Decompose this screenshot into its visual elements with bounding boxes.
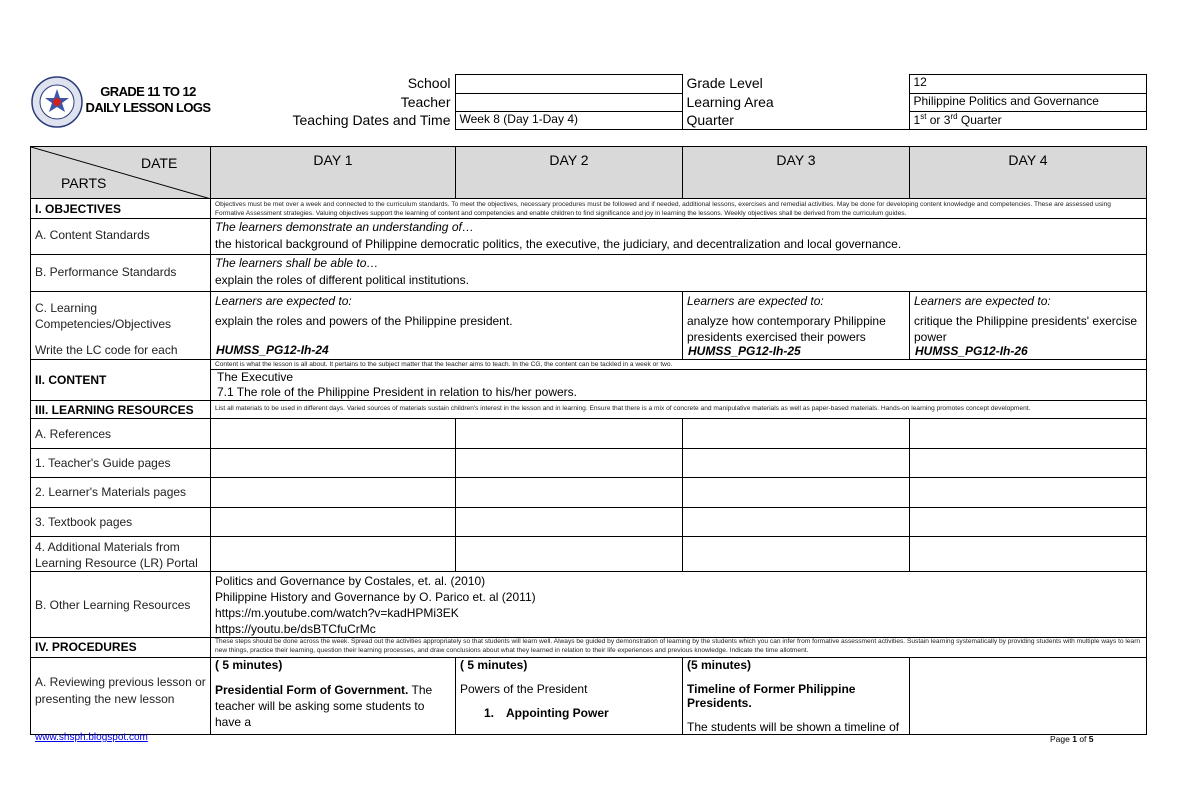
objectives-note: Objectives must be met over a week and connected to the curriculum standards. To meet the objectives, necessary procedures must be followed and if needed, additional lessons, exercises and remedial activities. May be done for developing content knowledge and competencies. These are assessed using Formative Assessment strategies. Valuing objectives support the learning of content and competencies and enable children to find significance and joy in learning the lessons. Weekly objectives shall be derived from the curriculum guides. [211, 199, 1147, 219]
lc-intro-day-1-2: Learners are expected to: [215, 294, 352, 308]
teaching-dates-label: Teaching Dates and Time [292, 111, 451, 128]
lc-intro-day-3: Learners are expected to: [687, 294, 824, 308]
content-line-2: 7.1 The role of the Philippine President in relation to his/her powers. [217, 385, 577, 399]
textbook-day-1[interactable] [211, 508, 456, 537]
competencies-day-3[interactable] [683, 292, 910, 360]
objectives-title: I. OBJECTIVES [31, 199, 211, 219]
learning-area-value[interactable]: Philippine Politics and Governance [909, 94, 1146, 112]
day-2-item: Appointing Power [506, 706, 609, 720]
performance-standards-intro: The learners shall be able to… [215, 256, 379, 270]
page-prefix: Page [1050, 734, 1073, 744]
lc-text-day-1-2: explain the roles and powers of the Philippine president. [215, 314, 513, 328]
quarter-sup-1: st [920, 112, 927, 121]
day-3-header: DAY 3 [683, 147, 910, 199]
content-standards-text: the historical background of Philippine democratic politics, the executive, the judiciary, and decentralization and local governance. [215, 237, 902, 251]
date-parts-header [31, 147, 211, 199]
quarter-mid: or 3 [926, 113, 951, 127]
learners-materials-day-1[interactable] [211, 478, 456, 508]
other-resource-1: Politics and Governance by Costales, et. al. (2010) [215, 574, 486, 588]
quarter-end: Quarter [957, 113, 1002, 127]
procedures-note: These steps should be done across the week. Spread out the activities appropriately so that students will learn well. Always be guided by demonstration of learning by the students which you can infer from formative assessment activities. Sustain learning systematically by providing students with multiple ways to learn new things, practice their learning, question their learning processes, and draw conclusions about what they learned in relation to their life experiences and previous knowledge. Indicate the time allotment. [211, 638, 1147, 658]
competencies-label [31, 292, 211, 360]
teacher-label: Teacher [400, 93, 451, 110]
textbook-day-3[interactable] [683, 508, 910, 537]
content-standards-label: A. Content Standards [31, 219, 211, 255]
learning-resources-title: III. LEARNING RESOURCES [31, 401, 211, 419]
day-3-activity-text: The students will be shown a timeline of [687, 720, 900, 734]
reviewing-label-1: A. Reviewing previous lesson or [35, 675, 206, 689]
other-resources-label: B. Other Learning Resources [31, 572, 211, 638]
day-1-activity-text-a: The [408, 683, 433, 697]
grade-level-label: Grade Level [682, 75, 909, 94]
competencies-day-4[interactable] [910, 292, 1147, 360]
title-line-2: DAILY LESSON LOGS [85, 100, 211, 115]
procedures-title: IV. PROCEDURES [31, 638, 211, 658]
competencies-label-2: Competencies/Objectives [35, 317, 172, 331]
additional-materials-label [31, 537, 211, 572]
deped-seal [31, 76, 83, 128]
page-of: of [1076, 734, 1089, 744]
performance-standards-text: explain the roles of different political institutions. [215, 273, 469, 287]
content-cell[interactable] [211, 360, 1147, 401]
header-info-table [210, 74, 1147, 130]
learners-materials-day-4[interactable] [910, 478, 1147, 508]
day-4-header: DAY 4 [910, 147, 1147, 199]
lesson-log-table [30, 146, 1147, 735]
competencies-day-1-2[interactable] [211, 292, 683, 360]
lc-code-day-1-2: HUMSS_PG12-Ih-24 [216, 343, 329, 357]
day-3-time: (5 minutes) [687, 658, 752, 672]
teachers-guide-day-2[interactable] [456, 449, 683, 478]
footer-link[interactable]: www.shsph.blogspot.com [35, 732, 148, 743]
lc-text-day-3: analyze how contemporary Philippine presidents exercised their powers [687, 314, 886, 344]
textbook-day-4[interactable] [910, 508, 1147, 537]
reviewing-day-2[interactable] [456, 658, 683, 735]
date-header: DATE [141, 155, 178, 171]
day-1-activity-text-b: teacher will be asking some students to have a [215, 699, 425, 729]
parts-header: PARTS [61, 175, 107, 191]
references-day-1[interactable] [211, 419, 456, 449]
diagonal-divider [31, 147, 211, 199]
other-resources-cell[interactable] [211, 572, 1147, 638]
quarter-value[interactable] [909, 112, 1146, 130]
other-resource-2: Philippine History and Governance by O. Parico et. al (2011) [215, 590, 536, 604]
content-note: Content is what the lesson is all about. It pertains to the subject matter that the teacher aims to teach. In the CG, the content can be tackled in a week or two. [211, 360, 1146, 370]
lc-code-day-3: HUMSS_PG12-Ih-25 [688, 344, 801, 358]
learners-materials-day-3[interactable] [683, 478, 910, 508]
day-2-item-number: 1. [484, 706, 495, 720]
references-day-3[interactable] [683, 419, 910, 449]
other-resource-link-2[interactable]: https://youtu.be/dsBTCfuCrMc [215, 622, 376, 636]
additional-materials-day-2[interactable] [456, 537, 683, 572]
title-line-1: GRADE 11 TO 12 [100, 84, 196, 99]
additional-materials-label-2: Learning Resource (LR) Portal [35, 556, 198, 570]
grade-level-value[interactable]: 12 [909, 75, 1146, 94]
teaching-dates-value[interactable]: Week 8 (Day 1-Day 4) [455, 112, 682, 130]
school-field[interactable] [455, 75, 682, 94]
day-1-header: DAY 1 [211, 147, 456, 199]
reviewing-label-2: presenting the new lesson [35, 692, 175, 706]
learning-area-label: Learning Area [682, 94, 909, 112]
additional-materials-day-1[interactable] [211, 537, 456, 572]
learners-materials-label: 2. Learner's Materials pages [31, 478, 211, 508]
performance-standards-label: B. Performance Standards [31, 255, 211, 292]
page-total: 5 [1088, 734, 1094, 744]
school-label: School [407, 74, 451, 91]
teachers-guide-day-3[interactable] [683, 449, 910, 478]
other-resource-link-1[interactable]: https://m.youtube.com/watch?v=kadHPMi3EK [215, 606, 459, 620]
reviewing-day-4[interactable] [910, 658, 1147, 735]
teachers-guide-day-4[interactable] [910, 449, 1147, 478]
references-day-2[interactable] [456, 419, 683, 449]
additional-materials-day-4[interactable] [910, 537, 1147, 572]
content-line-1: The Executive [217, 370, 294, 384]
competencies-label-1: C. Learning [35, 301, 98, 315]
quarter-sup-2: rd [950, 112, 958, 121]
lc-code-label: Write the LC code for each [35, 343, 178, 357]
additional-materials-label-1: 4. Additional Materials from [35, 540, 180, 554]
reviewing-lesson-label [31, 658, 211, 735]
references-day-4[interactable] [910, 419, 1147, 449]
day-1-activity-title: Presidential Form of Government. [215, 683, 409, 697]
performance-standards-cell[interactable] [211, 255, 1147, 292]
textbook-day-2[interactable] [456, 508, 683, 537]
quarter-label: Quarter [682, 112, 909, 130]
textbook-label: 3. Textbook pages [31, 508, 211, 537]
day-3-activity-title: Timeline of Former Philippine Presidents. [687, 682, 856, 710]
day-2-time: ( 5 minutes) [460, 658, 528, 672]
content-standards-cell[interactable] [211, 219, 1147, 255]
day-2-activity-text: Powers of the President [460, 682, 588, 696]
day-2-header: DAY 2 [456, 147, 683, 199]
document-title [84, 84, 212, 116]
teachers-guide-label: 1. Teacher's Guide pages [31, 449, 211, 478]
quarter-1: 1 [913, 113, 921, 127]
learning-resources-note: List all materials to be used in different days. Varied sources of materials sustain children's interest in the lesson and in learning. Ensure that there is a mix of concrete and manipulative materials as well as paper-based materials. Hands-on learning promotes concept development. [211, 401, 1147, 419]
content-title: II. CONTENT [31, 360, 211, 401]
lc-code-day-4: HUMSS_PG12-Ih-26 [915, 344, 1028, 358]
reviewing-day-1[interactable] [211, 658, 456, 735]
lc-intro-day-4: Learners are expected to: [914, 294, 1051, 308]
lc-text-day-4: critique the Philippine presidents' exercise power [914, 314, 1138, 344]
references-label: A. References [31, 419, 211, 449]
additional-materials-day-3[interactable] [683, 537, 910, 572]
page-indicator [1050, 734, 1094, 744]
teachers-guide-day-1[interactable] [211, 449, 456, 478]
reviewing-day-3[interactable] [683, 658, 910, 735]
page-number: 1 [1072, 734, 1077, 744]
content-standards-intro: The learners demonstrate an understanding of… [215, 220, 474, 234]
teacher-field[interactable] [455, 94, 682, 112]
learners-materials-day-2[interactable] [456, 478, 683, 508]
day-1-time: ( 5 minutes) [215, 658, 283, 672]
